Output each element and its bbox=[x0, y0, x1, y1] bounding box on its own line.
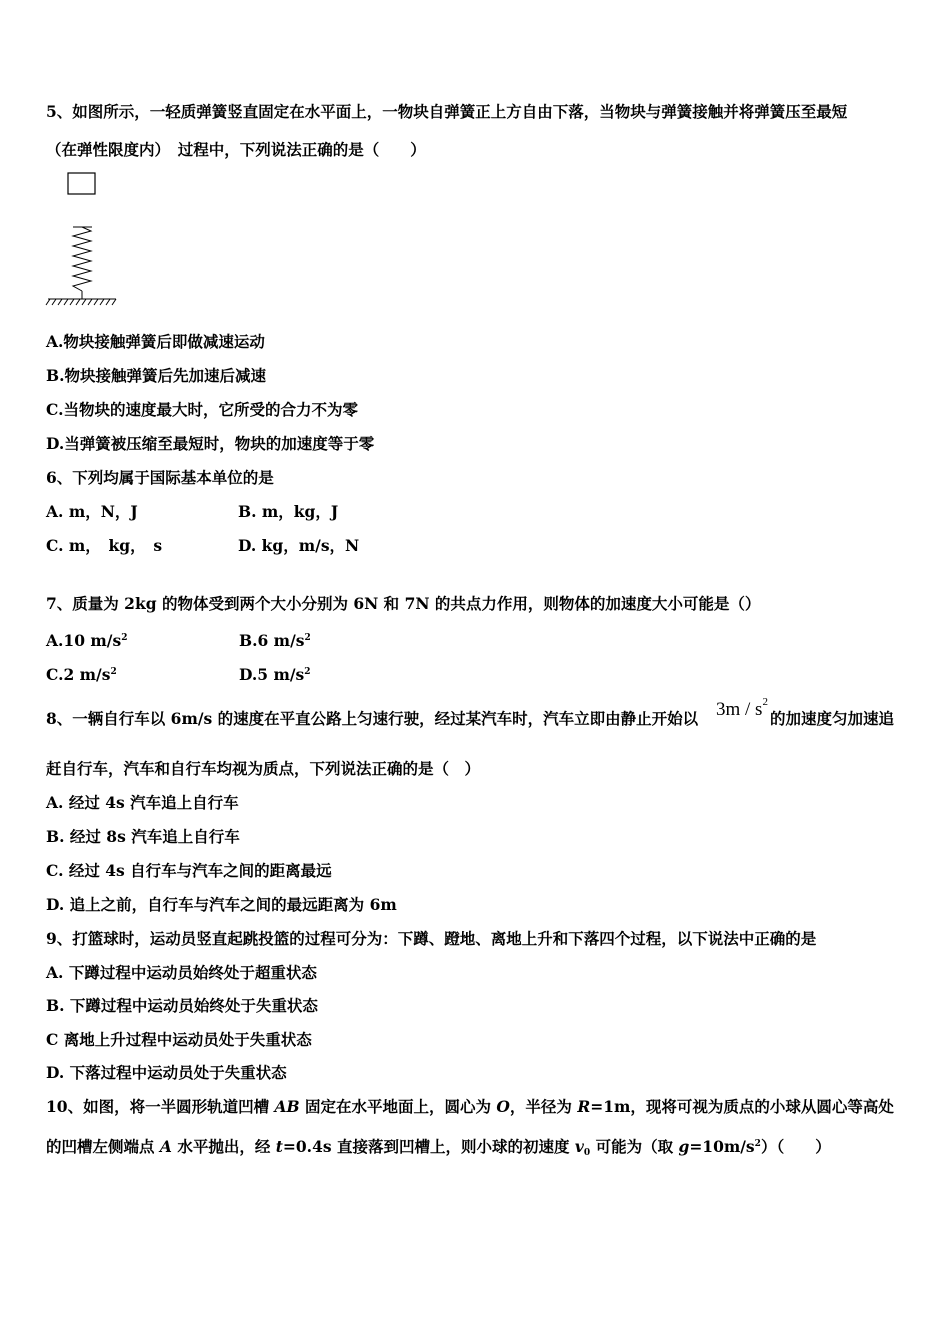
q8-option-b: B. 经过 8s 汽车追上自行车 bbox=[46, 827, 240, 846]
q6-stem: 6、下列均属于国际基本单位的是 bbox=[46, 468, 274, 487]
q7-option-a: A.10 $m/s^2$ bbox=[46, 631, 128, 650]
q5-stem-line1: 5、如图所示，一轻质弹簧竖直固定在水平面上，一物块自弹簧正上方自由下落，当物块与弹簧接触并将弹簧压至最短 bbox=[46, 102, 848, 121]
q5-option-a: A.物块接触弹簧后即做减速运动 bbox=[46, 332, 265, 351]
q10-stem-line1: 10、如图，将一半圆形轨道凹槽 AB 固定在水平地面上，圆心为 O，半径为 R=1m，现将可视为质点的小球从圆心等高处 bbox=[46, 1097, 894, 1116]
q9-stem: 9、打篮球时，运动员竖直起跳投篮的过程可分为：下蹲、蹬地、离地上升和下落四个过程，以下说法中正确的是 bbox=[46, 929, 817, 948]
q5-option-b: B.物块接触弹簧后先加速后减速 bbox=[46, 366, 266, 385]
q6-option-d: D. kg，m/s，N bbox=[238, 536, 360, 555]
spring-coil bbox=[73, 227, 92, 299]
block-shape bbox=[68, 173, 95, 194]
q5-stem-line2: （在弹性限度内） 过程中，下列说法正确的是（ ） bbox=[46, 140, 426, 159]
q8-stem-line1-part2: 的加速度匀加速追 bbox=[770, 709, 895, 728]
acceleration-formula: $3m / s^2$ bbox=[716, 696, 768, 720]
q7-option-d: D.5 $m/s^2$ bbox=[239, 665, 311, 684]
q9-option-a: A. 下蹲过程中运动员始终处于超重状态 bbox=[46, 963, 317, 982]
spring-block-figure bbox=[44, 170, 124, 310]
q9-option-b: B. 下蹲过程中运动员始终处于失重状态 bbox=[46, 996, 318, 1015]
q8-stem-line2: 赶自行车，汽车和自行车均视为质点，下列说法正确的是（ ） bbox=[46, 759, 481, 778]
q6-option-c: C. m， kg， s bbox=[46, 536, 163, 555]
q8-option-d: D. 追上之前，自行车与汽车之间的最远距离为 6m bbox=[46, 895, 397, 914]
q10-stem-line2: 的凹槽左侧端点 A 水平抛出，经 t=0.4s 直接落到凹槽上，则小球的初速度 $v_0$ 可能为（取 $g=10m/s^2$）（ ） bbox=[46, 1137, 831, 1158]
q8-stem-line1-part1: 8、一辆自行车以 6m/s 的速度在平直公路上匀速行驶，经过某汽车时，汽车立即由静止开始以 bbox=[46, 709, 699, 728]
q6-option-a: A. m，N，J bbox=[46, 502, 138, 521]
q6-option-b: B. m，kg，J bbox=[238, 502, 339, 521]
ground-hatch bbox=[46, 299, 116, 305]
q5-option-c: C.当物块的速度最大时，它所受的合力不为零 bbox=[46, 400, 358, 419]
q9-option-d: D. 下落过程中运动员处于失重状态 bbox=[46, 1063, 287, 1082]
q7-stem: 7、质量为 2kg 的物体受到两个大小分别为 6N 和 7N 的共点力作用，则物体的加速度大小可能是（） bbox=[46, 594, 761, 613]
q7-option-c: C.2 $m/s^2$ bbox=[46, 665, 117, 684]
q5-option-d: D.当弹簧被压缩至最短时，物块的加速度等于零 bbox=[46, 434, 375, 453]
q8-option-a: A. 经过 4s 汽车追上自行车 bbox=[46, 793, 239, 812]
q8-option-c: C. 经过 4s 自行车与汽车之间的距离最远 bbox=[46, 861, 332, 880]
q9-option-c: C 离地上升过程中运动员处于失重状态 bbox=[46, 1030, 312, 1049]
q7-option-b: B.6 $m/s^2$ bbox=[239, 631, 311, 650]
